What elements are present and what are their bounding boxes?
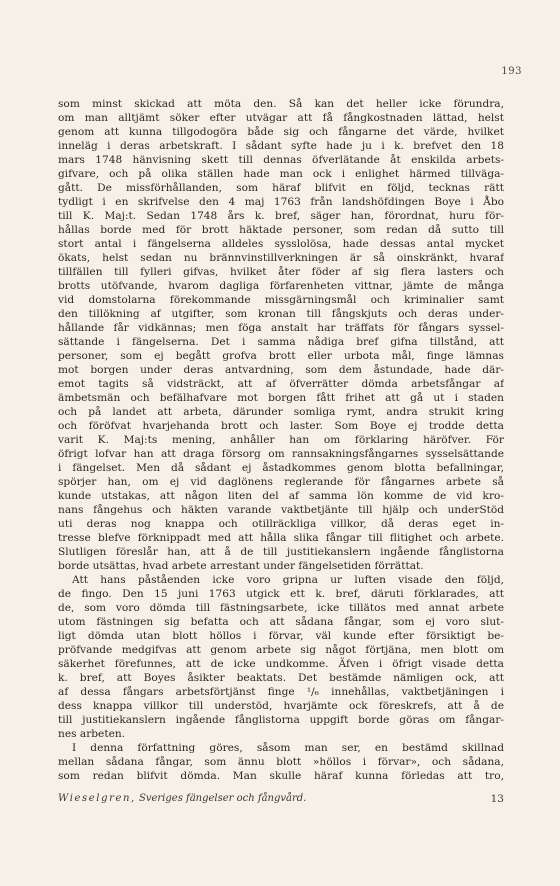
- text-line: de, som voro dömda till fästningsarbete, icke tillätos med annat arbete: [58, 602, 504, 614]
- text-line: nes arbeten.: [58, 728, 126, 740]
- text-line: personer, som ej begått grofva brott eller urbota mål, finge lämnas: [58, 350, 504, 362]
- text-line: k. bref, att Boyes åsikter beaktats. Det bestämde nämligen ock, att: [58, 672, 504, 684]
- text-line: till K. Maj:t. Sedan 1748 års k. bref, säger han, förordnat, huru för-: [58, 210, 504, 222]
- text-line: som minst skickad att möta den. Så kan det heller icke förundra,: [58, 98, 504, 110]
- text-line: sättande i fängelserna. Det i samma nådiga bref gifna tillstånd, att: [58, 336, 504, 348]
- text-line: säkerhet förefunnes, att de icke undkomme. Äfven i öfrigt visade detta: [58, 658, 504, 670]
- text-line: gifvare, och på olika ställen hade man ock i enlighet härmed tillväga-: [58, 168, 504, 180]
- text-line: utom fästningen sig befatta och att sådana fångar, som ej voro slut-: [58, 616, 504, 628]
- text-line: som redan blifvit dömda. Man skulle häraf kunna förledas att tro,: [58, 770, 504, 782]
- text-line: gått. De missförhållanden, som häraf blifvit en följd, tecknas rätt: [58, 182, 504, 194]
- text-line: tydligt i en skrifvelse den 4 maj 1763 från landshöfdingen Boye i Åbo: [58, 196, 504, 208]
- text-line: och föröfvat hvarjehanda brott och laster. Som Boye ej trodde detta: [58, 420, 504, 432]
- text-line: mellan sådana fångar, som ännu blott »höllos i förvar», och sådana,: [58, 756, 504, 768]
- text-line: och på landet att arbeta, därunder somliga rymt, andra strukit kring: [58, 406, 504, 418]
- footer-signature: 13: [490, 793, 504, 805]
- text-line: varit K. Maj:ts mening, anhåller han om förklaring häröfver. För: [58, 434, 504, 446]
- text-line: spörjer han, om ej vid daglönens reglerande för fångarnes arbete så: [58, 476, 504, 488]
- text-line: dess knappa villkor till understöd, hvarjämte ock föreskrefs, att å de: [58, 700, 504, 712]
- text-line: om man alltjämt söker efter utvägar att få fångkostnaden lättad, helst: [58, 112, 504, 124]
- text-line: mot borgen under deras antvardning, som dem åstundade, hade där-: [58, 364, 504, 376]
- text-line: uti deras nog knappa och otillräckliga villkor, då deras eget in-: [58, 518, 504, 530]
- text-line: den tillökning af utgifter, som kronan till fångskjuts och deras under-: [58, 308, 504, 320]
- text-line: ligt dömda utan blott höllos i förvar, väl kunde efter försiktigt be-: [58, 630, 504, 642]
- text-line: Att hans påståenden icke voro gripna ur luften visade den följd,: [72, 574, 504, 586]
- footer-title: Sveriges fängelser och fångvård.: [138, 793, 307, 804]
- text-line: kunde utstakas, att någon liten del af samma lön komme de vid kro-: [58, 490, 504, 502]
- footer-author: Wieselgren,: [58, 793, 136, 804]
- text-line: vid domstolarna förekommande missgärningsmål och kriminalier samt: [58, 294, 504, 306]
- text-line: stort antal i fängelserna alldeles sysslolösa, hade dessas antal mycket: [58, 238, 504, 250]
- text-line: inneläg i deras arbetskraft. I sådant syfte hade ju i k. brefvet den 18: [58, 140, 504, 152]
- text-line: ämbetsmän och befälhafvare mot borgen fått frihet att gå ut i staden: [58, 392, 504, 404]
- text-line: de fingo. Den 15 juni 1763 utgick ett k. bref, däruti förklarades, att: [58, 588, 504, 600]
- text-line: tillfällen till fylleri gifvas, hvilket åter föder af sig flera lasters och: [58, 266, 504, 278]
- body-text: [58, 97, 504, 783]
- text-line: I denna författning göres, såsom man ser, en bestämd skillnad: [72, 742, 504, 754]
- text-line: pröfvande medgifvas att genom arbete sig något förtjäna, men blott om: [58, 644, 504, 656]
- text-line: Slutligen föreslår han, att å de till justitiekanslern ingående fånglistorna: [58, 546, 504, 558]
- text-line: emot tagits så vidsträckt, att af öfverrätter dömda arbetsfångar af: [58, 378, 504, 390]
- text-line: ökats, helst sedan nu brännvinstillverkningen är så oinskränkt, hvaraf: [58, 252, 504, 264]
- text-line: öfrigt lofvar han att draga försorg om rannsakningsfångarnes sysselsättande: [58, 448, 504, 460]
- page-footer: [58, 793, 504, 804]
- text-line: af dessa fångars arbetsförtjänst finge ¹/₆ innehållas, vaktbetjäningen i: [58, 686, 504, 698]
- text-line: brotts utöfvande, hvarom dagliga förfarenheten vittnar, jämte de många: [58, 280, 504, 292]
- text-line: till justitiekanslern ingående fånglistorna uppgift borde göras om fångar-: [58, 714, 504, 726]
- text-line: nans fångehus och häkten varande vaktbetjänte till hjälp och underStöd: [58, 504, 504, 516]
- text-line: i fängelset. Men då sådant ej åstadkommes genom blotta befallningar,: [58, 462, 504, 474]
- text-line: hållande får vidkännas; men föga anstalt har träffats för fångars syssel-: [58, 322, 504, 334]
- text-line: tresse blefve förknippadt med att hålla slika fångar till flitighet och arbete.: [58, 532, 504, 544]
- text-line: genom att kunna tillgodogöra både sig och fångarne det värde, hvilket: [58, 126, 504, 138]
- text-line: mars 1748 hänvisning skett till dennas öfverlätande åt enskilda arbets-: [58, 154, 504, 166]
- text-line: hållas borde med för brott häktade personer, som redan då sutto till: [58, 224, 504, 236]
- page-number: 193: [501, 66, 522, 77]
- text-line: borde utsättas, hvad arbete arrestant under fängelsetiden förrättat.: [58, 560, 424, 572]
